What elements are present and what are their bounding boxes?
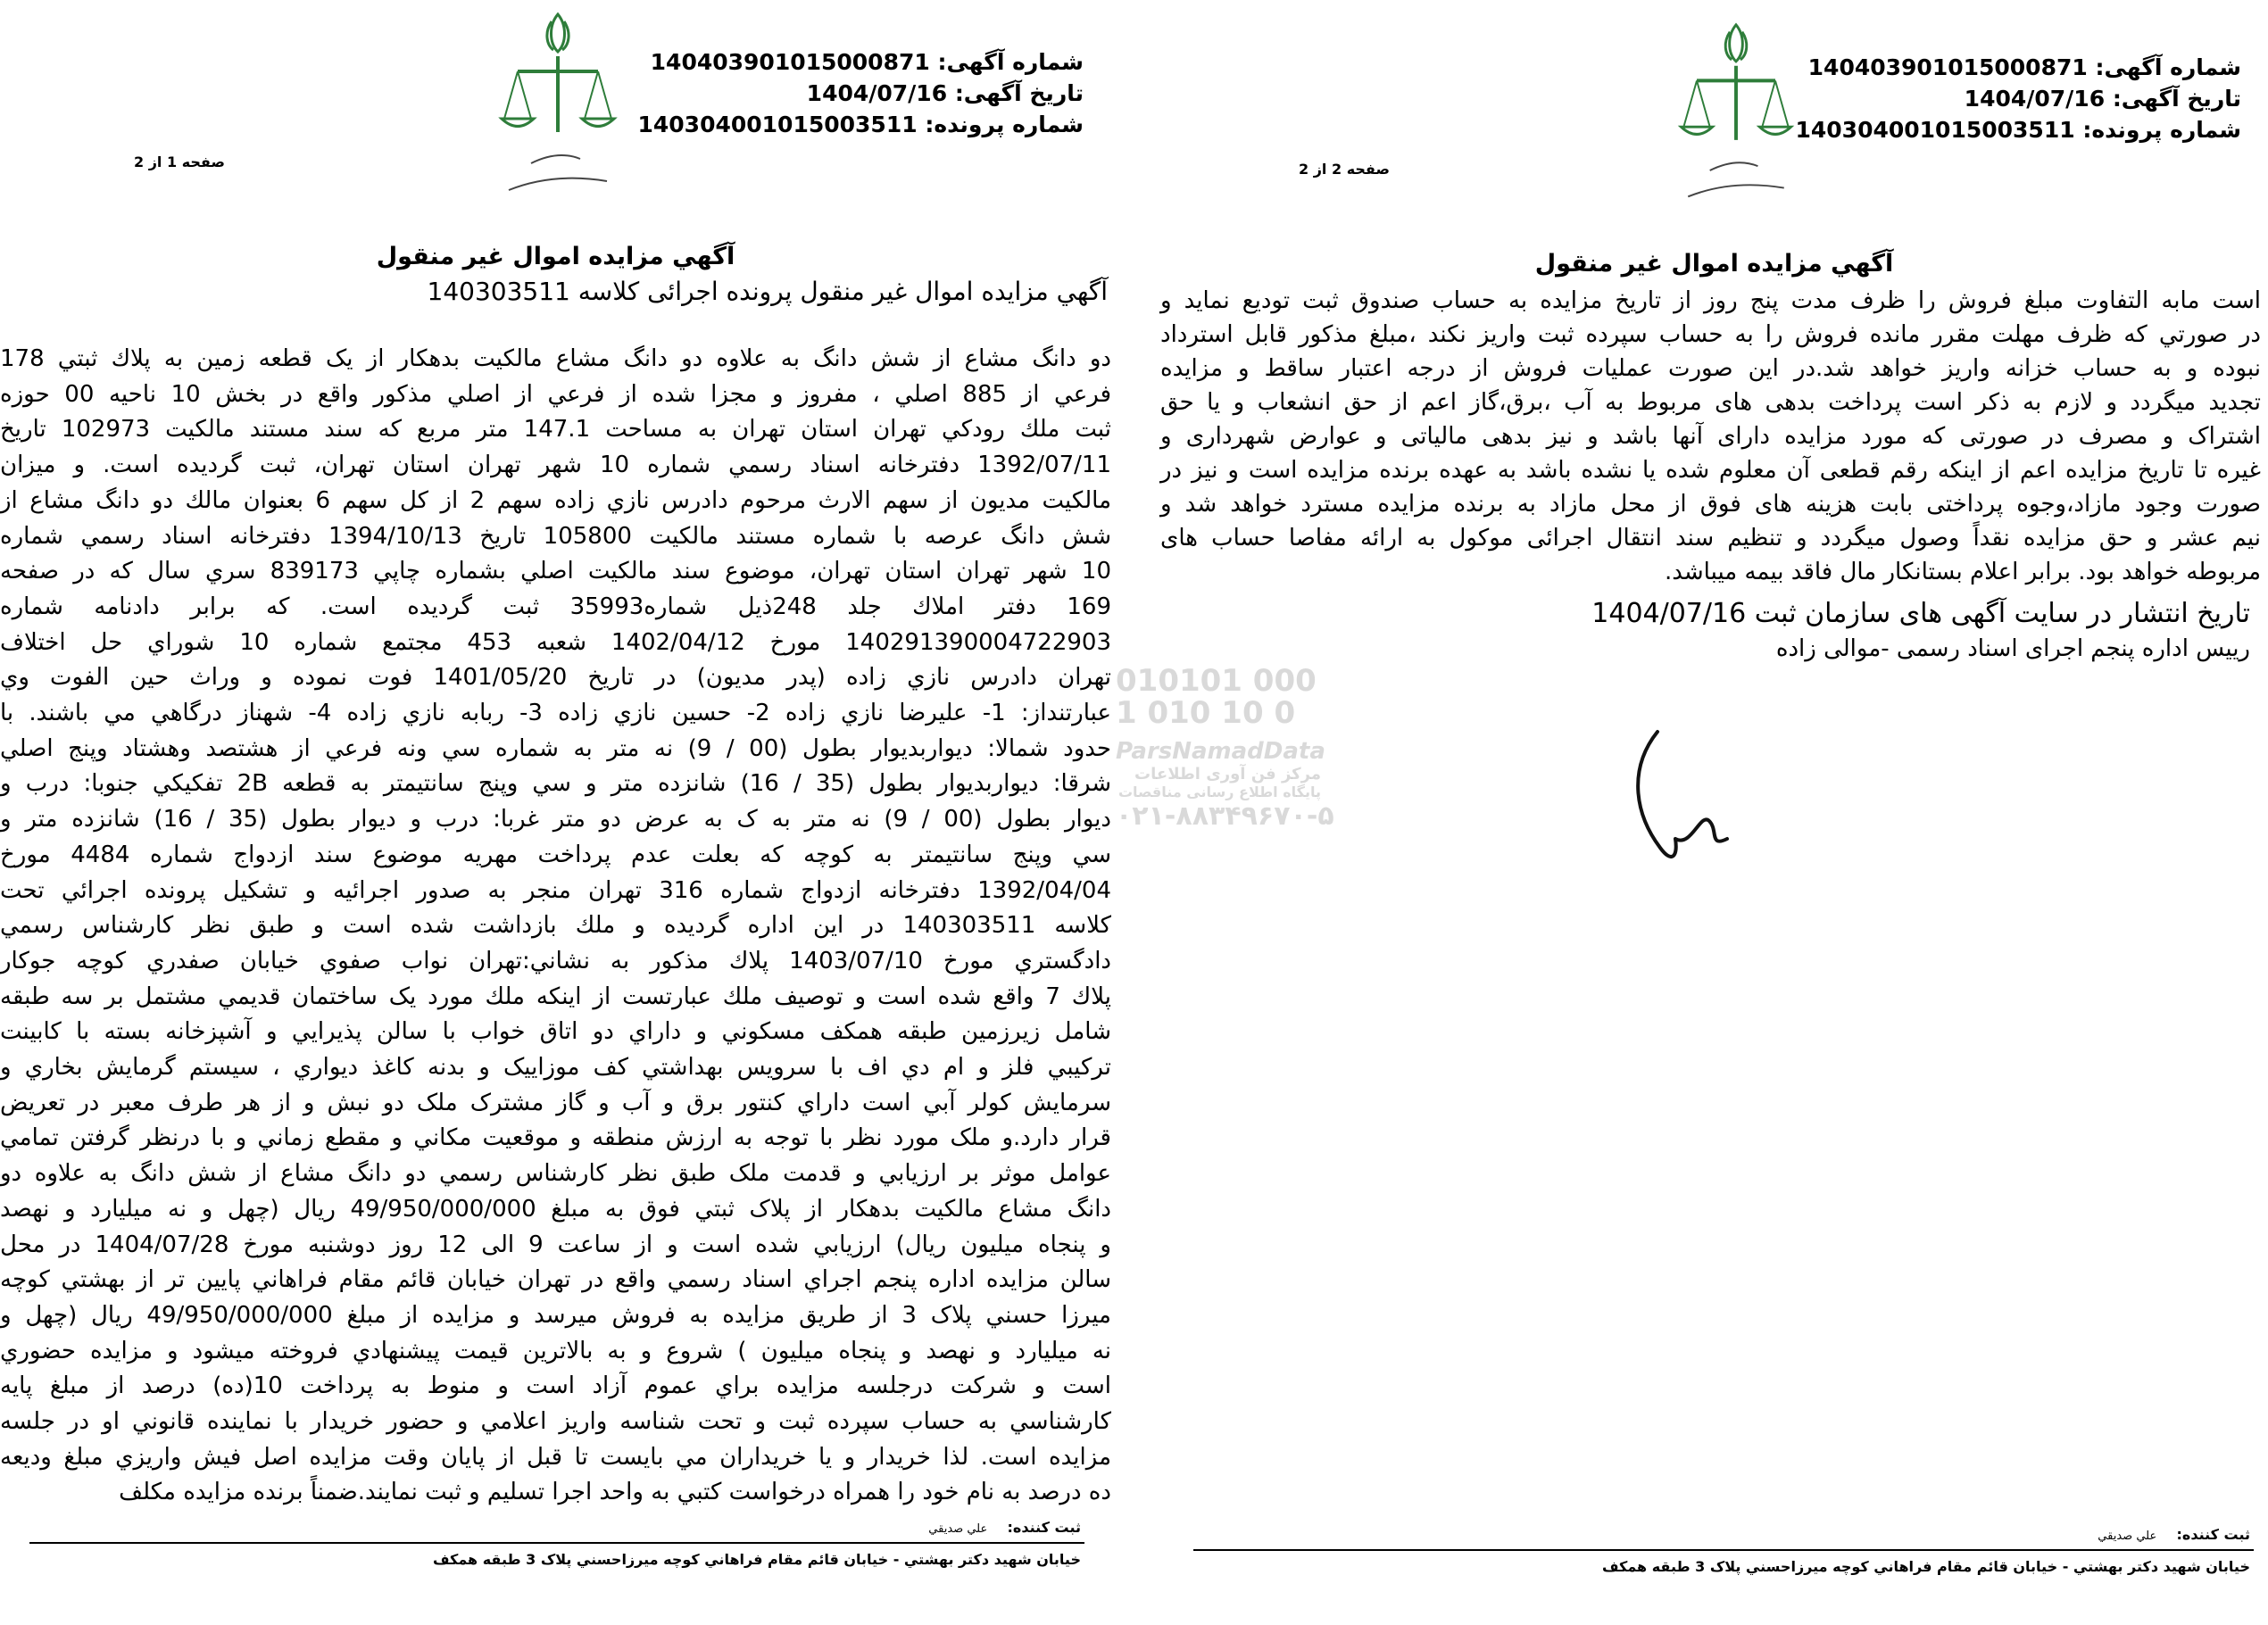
- scales-of-justice-icon: [482, 7, 634, 203]
- page-title: آگهي مزايده اموال غير منقول: [1534, 250, 1894, 278]
- file-number-label: شماره پرونده:: [2082, 117, 2241, 143]
- body-line: 169 دفتر املاك جلد 248ذيل شماره35993 ثبت گرديده است. كه برابر دادنامه شماره: [0, 593, 1112, 620]
- registrar: [928, 1519, 1081, 1536]
- file-number-label: شماره پرونده:: [925, 112, 1084, 137]
- ad-number: 140403901015000871: [1807, 54, 2088, 80]
- signatory: رييس اداره پنجم اجرای اسناد رسمی -موالی زاده: [1775, 635, 2250, 662]
- body-line: دانگ مشاع مالكيت بدهكار از پلاک ثبتي فوق به مبلغ 49/950/000/000 ريال (چهل و نه ميليارد و نهصد: [0, 1195, 1111, 1223]
- ad-date-label: تاریخ آگهی:: [954, 80, 1084, 106]
- body-line: شرقا: ديواربديوار بطول (35 / 16) شانزده متر و سي وپنج سانتيمتر به قطعه 2B تفكيكي جنوبا: درب و: [0, 770, 1112, 798]
- body-line: نبوده و به حساب خزانه واريز خواهد شد.در اين صورت عمليات فروش از درجه اعتبار ساقط و مزايده: [1160, 355, 2261, 382]
- watermark-brand: ParsNamadData: [1116, 738, 1325, 765]
- body-line: تجديد ميگردد و لازم به ذكر است پرداخت بدهی های مربوط به آب ،برق،گاز اعم از حق انشعاب و يا حق: [1160, 389, 2261, 416]
- ad-number: 140403901015000871: [650, 49, 930, 75]
- page-number: صفحه 2 از 2: [1299, 161, 1390, 178]
- body-line: شش دانگ عرصه با شماره مستند مالكيت 105800 تاريخ 1394/10/13 دفترخانه اسناد رسمي شماره: [0, 522, 1112, 550]
- body-line: 1392/04/04 دفترخانه ازدواج شماره 316 تهران منجر به صدور اجرائيه و تشكيل پرونده اجرائي تحت: [0, 876, 1111, 904]
- body-line: تركيبي فلز و ام دي اف با سرويس بهداشتي كف موزاييک و بدنه كاغذ ديواري ، سيستم گرمايش بخاري و: [0, 1054, 1111, 1081]
- registrar: [2098, 1526, 2250, 1543]
- body-line: 1392/07/11 دفترخانه اسناد رسمي شماره 10 شهر تهران استان تهران، ثبت گرديده است. و ميزان: [0, 452, 1111, 479]
- body-line: 10 شهر تهران استان تهران، موضوع سند مالكيت اصلي بشماره چاپي 839173 سري سال كه در صفحه: [0, 558, 1111, 585]
- ad-number-label: شماره آگهی:: [2095, 54, 2241, 80]
- ad-date-label: تاریخ آگهی:: [2112, 86, 2241, 112]
- watermark-digits: 010101 0001 010 10 0: [1116, 663, 1317, 731]
- body-line: غيره تا تاريخ مزايده اعم از اينكه رقم قطعی آن معلوم شده يا نشده باشد به عهده برنده مزايده است و نيز در: [1160, 457, 2261, 484]
- parsnamad-watermark: [1116, 663, 1334, 832]
- body-line: فرعي از 885 اصلي ، مفروز و مجزا شده از فرعي از اصلي مذكور واقع در بخش 10 ناحيه 00 حوزه: [0, 380, 1111, 408]
- registrar-name: علي صديقي: [928, 1522, 988, 1536]
- body-line: است مابه التفاوت مبلغ فروش را ظرف مدت پنج روز از تاريخ مزايده به حساب صندوق ثبت توديع نمايد و: [1160, 287, 2261, 314]
- body-line: نيم عشر و حق مزايده نقداً وصول ميگردد و تنظيم سند انتقال اجرائی موكول به ارائه مفاصا حساب های: [1160, 525, 2261, 551]
- body-line: اشتراک و مصرف در صورتی كه مورد مزايده دارای آنها باشد و نيز بدهی مالياتی و عوارض شهرداری و: [1160, 423, 2261, 450]
- page-title: آگهي مزايده اموال غير منقول: [376, 243, 735, 270]
- body-line: دادگستري مورخ 1403/07/10 پلاك مذكور به نشاني:تهران نواب صفوي خيابان صفدري كوچه جوكار: [0, 947, 1111, 974]
- body-line: مزايده است. لذا خريدار و يا خريداران مي بايست تا قبل از پايان وقت مزايده اصل فيش واريزي مبلغ وديعه: [0, 1443, 1111, 1471]
- registrar-name: علي صديقي: [2098, 1530, 2157, 1543]
- judiciary-logo: [482, 7, 634, 203]
- body-line: سالن مزايده اداره پنجم اجراي اسناد رسمي واقع در تهران خيابان قائم مقام فراهاني پايين تر از بهشتي كوچه: [0, 1266, 1111, 1294]
- page-number: صفحه 1 از 2: [134, 153, 225, 170]
- body-line: تهران دادرس نازي زاده (پدر مديون) در تاريخ 1401/05/20 فوت نموده و وراث حين الفوت وي: [0, 664, 1112, 692]
- ad-number-label: شماره آگهی:: [937, 49, 1084, 75]
- body-line: كارشناسي به حساب سپرده ثبت و تحت شناسه واريز اعلامي و حضور خريدار با نماينده قانوني او در جلسه: [0, 1408, 1111, 1435]
- footer-address: خيابان شهيد دكتر بهشتي - خيابان قائم مقام فراهاني كوچه ميرزاحسني پلاک 3 طبقه همكف: [1601, 1558, 2250, 1575]
- registrar-label: ثبت كننده:: [2176, 1526, 2250, 1543]
- body-line: صورت وجود مازاد،وجوه پرداختی بابت هزينه های فوق از محل مازاد به برنده مزايده مسترد خواهد شد و: [1160, 491, 2261, 518]
- ad-date: 1404/07/16: [806, 80, 948, 106]
- body-line: نه ميليارد و نهصد و پنجاه ميليون ) شروع و به بالاترين قيمت پيشنهادي فروخته ميشود و مزايده حضوري: [0, 1337, 1111, 1364]
- file-number: 140304001015003511: [637, 112, 918, 137]
- page-subtitle: آگهي مزايده اموال غير منقول پرونده اجرائی كلاسه 140303511: [427, 277, 1108, 306]
- body-line: سي وپنج سانتيمتر به كوچه كه بعلت عدم پرداخت مهريه موضوع سند ازدواج شماره 4484 مورخ: [0, 841, 1111, 868]
- watermark-tagline: مرکز فن آوری اطلاعات: [1134, 765, 1321, 783]
- body-line: حدود شمالا: ديواربديوار بطول (00 / 9) نه متر به شماره سي ونه فرعي از هشتصد وهشتاد وپنج اصلي: [0, 734, 1111, 762]
- body-line: 140291390004722903 مورخ 1402/04/12 شعبه 453 مجتمع شماره 10 شوراي حل اختلاف: [0, 628, 1111, 656]
- body-line: شامل زيرزمين طبقه همكف مسكوني و داراي دو اتاق خواب با سالن پذيرايي و آشپزخانه بسته با كابينت: [0, 1018, 1111, 1046]
- scales-of-justice-icon: [1651, 18, 1821, 210]
- body-line: قرار دارد.و ملک مورد نظر با توجه به ارزش منطقه و موقعيت مكاني و مقطع زماني و با درنظر گرفتن تمامي: [0, 1124, 1111, 1152]
- registrar-label: ثبت كننده:: [1007, 1519, 1081, 1536]
- watermark-phone: ۰۲۱-۸۸۳۴۹۶۷۰-۵: [1116, 800, 1334, 832]
- footer-divider: [1193, 1549, 2254, 1551]
- footer-address: خيابان شهيد دكتر بهشتي - خيابان قائم مقام فراهاني كوچه ميرزاحسني پلاک 3 طبقه همكف: [432, 1551, 1081, 1568]
- footer-divider: [29, 1542, 1084, 1544]
- body-line: مربوطه خواهد بود. برابر اعلام بستانكار مال فاقد بيمه ميباشد.: [1664, 559, 2261, 585]
- body-line: دو دانگ مشاع از شش دانگ به علاوه دو دانگ مشاع مالكيت بدهكار از يک قطعه زمين به پلاك ثبتي 178: [0, 345, 1111, 372]
- body-line: پلاك 7 واقع شده است و توصيف ملك عبارتست از اينكه ملك مورد يک ساختمان قديمي مشتمل بر سه طبقه: [0, 982, 1111, 1010]
- body-line: عوامل موثر بر ارزيابي و قدمت ملک طبق نظر كارشناس رسمي دو دانگ مشاع از شش دانگ به علاوه دو: [0, 1160, 1111, 1188]
- body-line: ده درصد به نام خود را همراه درخواست كتبي به واحد اجرا تسليم و ثبت نمايند.ضمناً برنده مزايده مكلف: [119, 1479, 1111, 1506]
- body-line: سرمايش كولر آبي است داراي كنتور برق و آب و گاز مشترک ملک دو نبش و از هر طرف معبر در تعريض: [0, 1089, 1111, 1116]
- judiciary-logo: [1651, 18, 1821, 210]
- signature: [1593, 714, 1785, 879]
- body-line: در صورتي كه ظرف مهلت مقرر مانده فروش را به حساب سپرده ثبت واريز نكند ،مبلغ مذكور قابل استرداد: [1160, 321, 2261, 348]
- watermark-sub: پایگاه اطلاع رسانی مناقصات: [1117, 783, 1321, 800]
- publish-date-line: تاريخ انتشار در سايت آگهی های سازمان ثبت 1404/07/16: [1591, 598, 2250, 629]
- body-line: و پنجاه ميليون ريال) ارزيابي شده است و از ساعت 9 الی 12 روز دوشنبه مورخ 1404/07/28 در محل: [0, 1231, 1111, 1258]
- body-line: كلاسه 140303511 در اين اداره گرديده و ملك بازداشت شده است و طبق نظر كارشناس رسمي: [0, 912, 1111, 940]
- body-line: عبارتنداز: 1- عليرضا نازي زاده 2- حسين نازي زاده 3- ربابه نازي زاده 4- شهناز درگاهي مي باشند. با: [0, 700, 1112, 726]
- file-number: 140304001015003511: [1795, 117, 2075, 143]
- body-line: است و شركت درجلسه مزايده براي عموم آزاد است و منوط به پرداخت 10(ده) درصد از مبلغ پايه: [0, 1372, 1111, 1400]
- body-line: ثبت ملك رودكي تهران استان تهران به مساحت 147.1 متر مربع كه سند مستند مالكيت 102973 تاريخ: [0, 416, 1111, 444]
- body-line: ديوار بطول (00 / 9) نه متر به ک به عرض دو متر غربا: درب و ديوار بطول (35 / 16) شانزده متر و: [0, 806, 1111, 833]
- ad-date: 1404/07/16: [1964, 86, 2106, 112]
- body-line: مالكيت مديون از سهم الارث مرحوم دادرس نازي زاده سهم 2 از كل سهم 6 بعنوان مالك دو دانگ مشاع از: [0, 486, 1112, 514]
- page-1-header-info: [638, 46, 1084, 140]
- page-2-header-info: [1796, 52, 2242, 145]
- body-line: ميرزا حسني پلاک 3 از طريق مزايده به فروش ميرسد و مزايده از مبلغ 49/950/000/000 ريال (چهل و: [0, 1301, 1111, 1329]
